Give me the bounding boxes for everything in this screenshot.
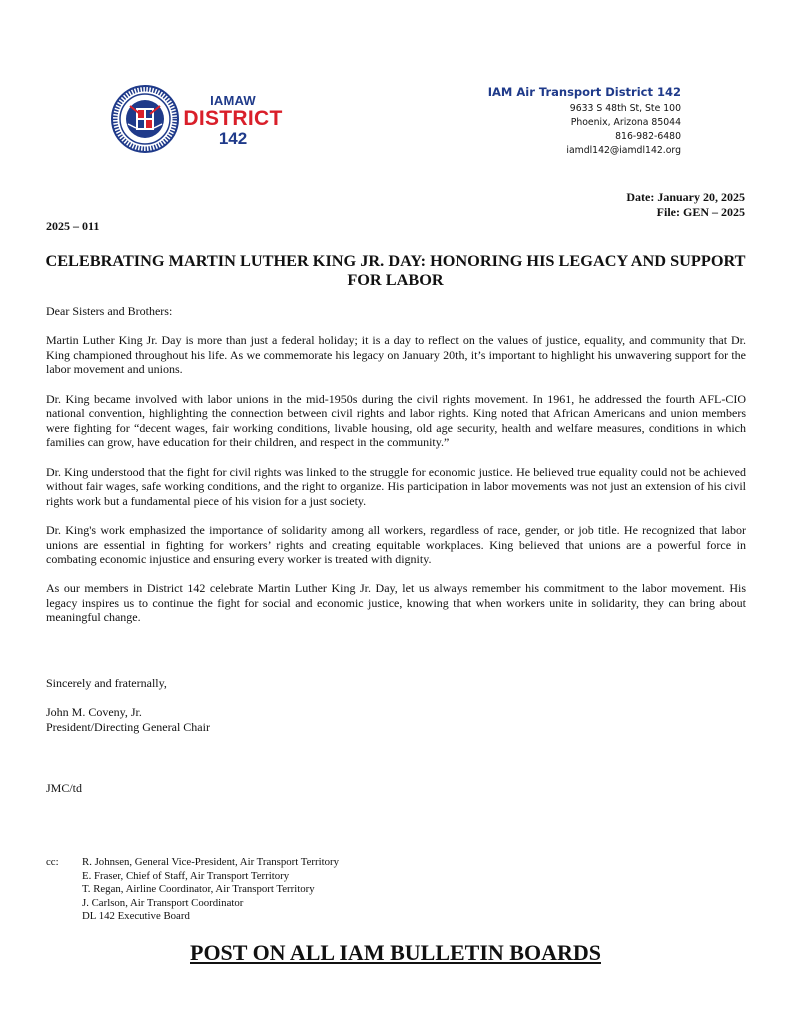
cc-list — [82, 856, 339, 924]
posting-notice: POST ON ALL IAM BULLETIN BOARDS — [190, 940, 601, 965]
logo-wordmark — [178, 94, 288, 147]
logo-number: 142 — [218, 129, 248, 148]
document-date: Date: January 20, 2025 — [626, 190, 745, 204]
org-address-block — [488, 85, 681, 158]
salutation: Dear Sisters and Brothers: — [46, 304, 173, 318]
cc-recipient: R. Johnsen, General Vice-President, Air Transport Territory — [82, 856, 339, 868]
signer-title: President/Directing General Chair — [46, 719, 210, 734]
typist-initials: JMC/td — [46, 781, 83, 795]
iam-seal-icon — [110, 84, 180, 154]
letter-title: CELEBRATING MARTIN LUTHER KING JR. DAY: HONORING HIS LEGACY AND SUPPORT FOR LABOR — [45, 251, 746, 289]
cc-recipient: E. Fraser, Chief of Staff, Air Transport Territory — [82, 869, 290, 882]
logo-district: DISTRICT — [183, 107, 283, 130]
org-address-line-1: 9633 S 48th St, Ste 100 — [569, 103, 681, 114]
cc-recipient: J. Carlson, Air Transport Coordinator — [82, 896, 244, 909]
paragraph: Dr. King understood that the fight for civil rights was linked to the struggle for economic justice. He believed true equality could not be achieved without fair wages, safe working conditions, and the right to organize. His participation in labor movements was not just an extension of his civil rights work but a fundamental piece of his vision for a just society. — [46, 464, 746, 508]
cc-recipient: DL 142 Executive Board — [82, 910, 190, 923]
org-email: iamdl142@iamdl142.org — [566, 145, 681, 156]
document-file: File: GEN – 2025 — [656, 205, 745, 219]
logo-iamaw: IAMAW — [210, 93, 256, 108]
iamaw-district-142-logo — [110, 84, 283, 154]
closing: Sincerely and fraternally, — [46, 676, 167, 690]
cc-label: cc: — [46, 856, 59, 868]
paragraph: Dr. King became involved with labor unions in the mid-1950s during the civil rights movement. In 1961, he addressed the fourth AFL-CIO national convention, highlighting the connection between civil rights and labor rights. King noted that African Americans and union members were fighting for “decent wages, fair working conditions, livable housing, old age security, health and welfare measures, conditions in which families can grow, have education for their children, and respect in the community.” — [46, 391, 746, 450]
paragraph: Martin Luther King Jr. Day is more than just a federal holiday; it is a day to reflect on the values of justice, equality, and community that Dr. King championed throughout his life. As we commemorate his legacy on January 20th, it’s important to highlight his unwavering support for the labor movement and unions. — [46, 333, 746, 377]
signer-name: John M. Coveny, Jr. — [46, 705, 142, 720]
paragraph: As our members in District 142 celebrate Martin Luther King Jr. Day, let us always remember his commitment to the labor movement. His legacy inspires us to continue the fight for social and economic justice, knowing that when workers unite in solidarity, they can bring about meaningful change. — [46, 581, 746, 625]
letter-body — [46, 304, 746, 640]
paragraph: Dr. King's work emphasized the importance of solidarity among all workers, regardless of race, gender, or job title. He recognized that labor unions are essential in fighting for workers’ rights and creating equitable workplaces. King believed that unions are a powerful force in combating economic injustice and ensuring every worker is treated with dignity. — [46, 522, 746, 567]
org-address-line-2: Phoenix, Arizona 85044 — [570, 117, 681, 128]
document-meta — [626, 190, 745, 220]
cc-recipient: T. Regan, Airline Coordinator, Air Transport Territory — [82, 883, 315, 896]
signature-block — [46, 676, 210, 734]
reference-number: 2025 – 011 — [46, 219, 100, 233]
org-name: IAM Air Transport District 142 — [487, 85, 681, 99]
org-phone: 816-982-6480 — [615, 131, 681, 142]
